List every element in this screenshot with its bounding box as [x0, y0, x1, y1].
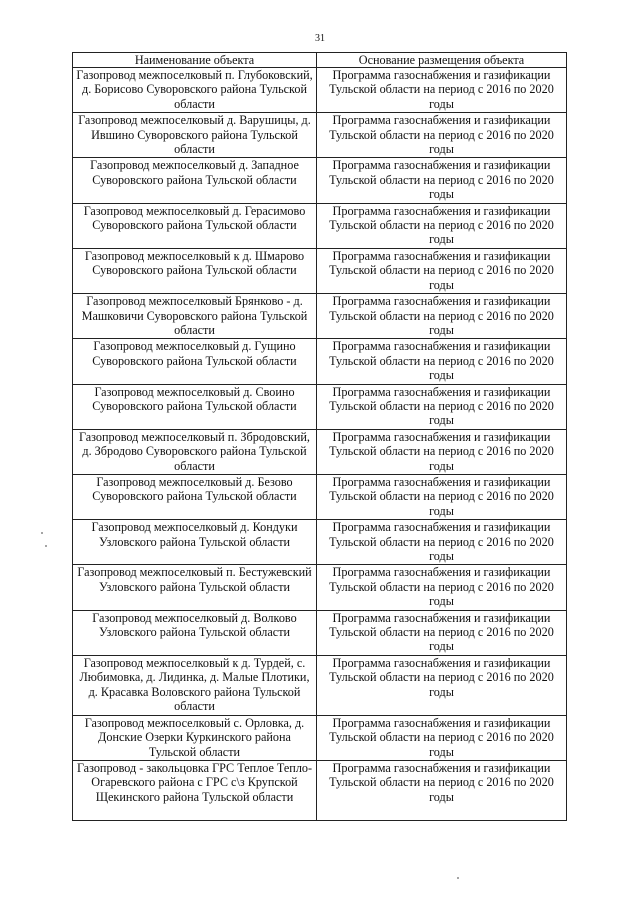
- object-name-cell: Газопровод межпоселковый д. Своино Суворовского района Тульской области: [73, 384, 317, 429]
- table-row: [73, 158, 567, 203]
- object-name-cell: Газопровод межпоселковый с. Орловка, д. Донские Озерки Куркинского района Тульской области: [73, 715, 317, 760]
- object-name-cell: Газопровод межпоселковый д. Варушицы, д. Ившино Суворовского района Тульской области: [73, 113, 317, 158]
- object-name-cell: Газопровод межпоселковый д. Гущино Суворовского района Тульской области: [73, 339, 317, 384]
- placement-basis-cell: Программа газоснабжения и газификации Тульской области на период с 2016 по 2020 годы: [317, 520, 567, 565]
- objects-table: [72, 52, 567, 821]
- placement-basis-cell: Программа газоснабжения и газификации Тульской области на период с 2016 по 2020 годы: [317, 610, 567, 655]
- placement-basis-cell: Программа газоснабжения и газификации Тульской области на период с 2016 по 2020 годы: [317, 203, 567, 248]
- placement-basis-cell: Программа газоснабжения и газификации Тульской области на период с 2016 по 2020 годы: [317, 429, 567, 474]
- placement-basis-cell: Программа газоснабжения и газификации Тульской области на период с 2016 по 2020 годы: [317, 655, 567, 715]
- page-number: 31: [315, 33, 325, 44]
- header-placement-basis: Основание размещения объекта: [317, 53, 567, 68]
- object-name-cell: Газопровод межпоселковый д. Герасимово Суворовского района Тульской области: [73, 203, 317, 248]
- table-row: [73, 339, 567, 384]
- table-row: [73, 429, 567, 474]
- placement-basis-cell: Программа газоснабжения и газификации Тульской области на период с 2016 по 2020 годы: [317, 761, 567, 821]
- table-row: [73, 384, 567, 429]
- placement-basis-cell: Программа газоснабжения и газификации Тульской области на период с 2016 по 2020 годы: [317, 248, 567, 293]
- object-name-cell: Газопровод межпоселковый д. Волково Узловского района Тульской области: [73, 610, 317, 655]
- scan-speck: [457, 877, 459, 879]
- scan-speck: [45, 545, 47, 547]
- table-row: [73, 520, 567, 565]
- table-row: [73, 113, 567, 158]
- placement-basis-cell: Программа газоснабжения и газификации Тульской области на период с 2016 по 2020 годы: [317, 113, 567, 158]
- object-name-cell: Газопровод межпоселковый к д. Шмарово Суворовского района Тульской области: [73, 248, 317, 293]
- placement-basis-cell: Программа газоснабжения и газификации Тульской области на период с 2016 по 2020 годы: [317, 68, 567, 113]
- table-row: [73, 715, 567, 760]
- header-object-name: Наименование объекта: [73, 53, 317, 68]
- object-name-cell: Газопровод межпоселковый д. Западное Суворовского района Тульской области: [73, 158, 317, 203]
- placement-basis-cell: Программа газоснабжения и газификации Тульской области на период с 2016 по 2020 годы: [317, 294, 567, 339]
- header-row: [73, 53, 567, 68]
- placement-basis-cell: Программа газоснабжения и газификации Тульской области на период с 2016 по 2020 годы: [317, 715, 567, 760]
- placement-basis-cell: Программа газоснабжения и газификации Тульской области на период с 2016 по 2020 годы: [317, 339, 567, 384]
- table-body: [73, 68, 567, 821]
- table-header: [73, 53, 567, 68]
- table-row: [73, 565, 567, 610]
- table-row: [73, 761, 567, 821]
- scan-speck: [41, 532, 43, 534]
- object-name-cell: Газопровод межпоселковый Брянково - д. Машковичи Суворовского района Тульской области: [73, 294, 317, 339]
- table-row: [73, 610, 567, 655]
- table-row: [73, 474, 567, 519]
- object-name-cell: Газопровод межпоселковый п. Бестужевский Узловского района Тульской области: [73, 565, 317, 610]
- object-name-cell: Газопровод межпоселковый д. Кондуки Узловского района Тульской области: [73, 520, 317, 565]
- placement-basis-cell: Программа газоснабжения и газификации Тульской области на период с 2016 по 2020 годы: [317, 565, 567, 610]
- object-name-cell: Газопровод межпоселковый п. Збродовский, д. Збродово Суворовского района Тульской области: [73, 429, 317, 474]
- object-name-cell: Газопровод межпоселковый к д. Турдей, с. Любимовка, д. Лидинка, д. Малые Плотики, д. Красавка Воловского района Тульской области: [73, 655, 317, 715]
- placement-basis-cell: Программа газоснабжения и газификации Тульской области на период с 2016 по 2020 годы: [317, 158, 567, 203]
- table-row: [73, 68, 567, 113]
- placement-basis-cell: Программа газоснабжения и газификации Тульской области на период с 2016 по 2020 годы: [317, 474, 567, 519]
- table-row: [73, 248, 567, 293]
- table-row: [73, 294, 567, 339]
- table-row: [73, 203, 567, 248]
- table-row: [73, 655, 567, 715]
- object-name-cell: Газопровод - закольцовка ГРС Теплое Тепло-Огаревского района с ГРС с\з Крупской Щекинского района Тульской области: [73, 761, 317, 821]
- placement-basis-cell: Программа газоснабжения и газификации Тульской области на период с 2016 по 2020 годы: [317, 384, 567, 429]
- object-name-cell: Газопровод межпоселковый д. Безово Суворовского района Тульской области: [73, 474, 317, 519]
- object-name-cell: Газопровод межпоселковый п. Глубоковский, д. Борисово Суворовского района Тульской области: [73, 68, 317, 113]
